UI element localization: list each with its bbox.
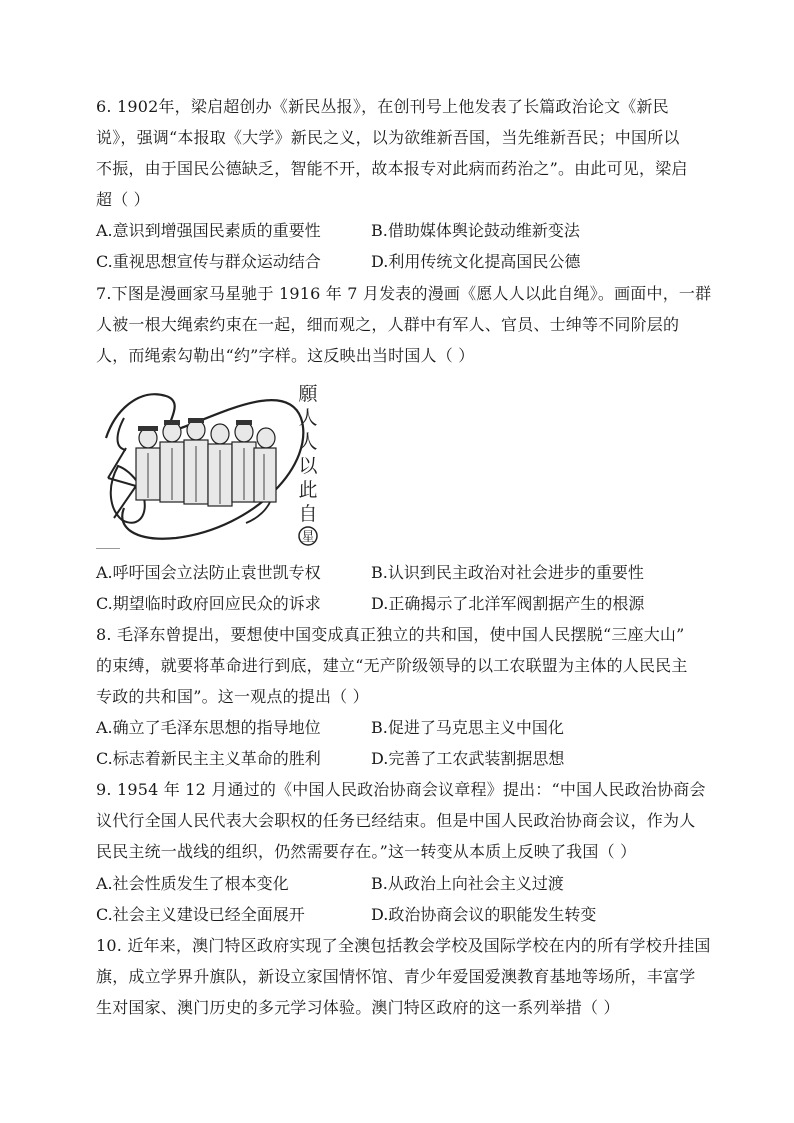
q10-line-2: 旗，成立学界升旗队，新设立家国情怀馆、青少年爱国爱澳教育基地等场所，丰富学 [96, 967, 696, 986]
q7-option-b[interactable]: B.认识到民主政治对社会进步的重要性 [371, 563, 644, 582]
cartoon-image [96, 378, 330, 550]
q8-option-c[interactable]: C.标志着新民主主义革命的胜利 [96, 749, 321, 768]
q10-line-1: 10. 近年来，澳门特区政府实现了全澳包括教会学校及国际学校在内的所有学校升挂国 [96, 936, 711, 955]
q8-option-b[interactable]: B.促进了马克思主义中国化 [371, 718, 564, 737]
q6-option-c[interactable]: C.重视思想宣传与群众运动结合 [96, 252, 321, 271]
q8-option-a[interactable]: A.确立了毛泽东思想的指导地位 [96, 718, 321, 737]
q9-line-1: 9. 1954 年 12 月通过的《中国人民政治协商会议章程》提出：“中国人民政治协商会 [96, 780, 706, 799]
q8-line-1: 8. 毛泽东曾提出，要想使中国变成真正独立的共和国，使中国人民摆脱“三座大山” [96, 625, 685, 644]
q6-line-2: 说》，强调“本报取《大学》新民之义，以为欲维新吾国，当先维新吾民；中国所以 [96, 128, 680, 147]
q8-option-d[interactable]: D.完善了工农武装割据思想 [371, 749, 565, 768]
cartoon-caption-char: 此 [298, 479, 318, 501]
q9-option-a[interactable]: A.社会性质发生了根本变化 [96, 874, 289, 893]
cartoon-signature: 星 [301, 530, 315, 545]
q6-option-d[interactable]: D.利用传统文化提高国民公德 [371, 252, 581, 271]
q6-line-4: 超（ ） [96, 190, 150, 209]
q6-option-a[interactable]: A.意识到增强国民素质的重要性 [96, 221, 321, 240]
q8-line-3: 专政的共和国”。这一观点的提出（ ） [96, 687, 369, 706]
q9-option-c[interactable]: C.社会主义建设已经全面展开 [96, 905, 305, 924]
cartoon-caption [298, 383, 318, 525]
q10-line-3: 生对国家、澳门历史的多元学习体验。澳门特区政府的这一系列举措（ ） [96, 998, 620, 1017]
cartoon-caption-char: 人 [298, 431, 318, 453]
cartoon-caption-char: 以 [298, 455, 318, 477]
q7-option-a[interactable]: A.呼吁国会立法防止袁世凯专权 [96, 563, 321, 582]
q6-option-b[interactable]: B.借助媒体舆论鼓动维新变法 [371, 221, 580, 240]
q9-option-d[interactable]: D.政治协商会议的职能发生转变 [371, 905, 597, 924]
q7-option-d[interactable]: D.正确揭示了北洋军阀割据产生的根源 [371, 594, 645, 613]
cartoon-caption-char: 願 [298, 383, 318, 405]
q7-line-1: 7.下图是漫画家马星驰于 1916 年 7 月发表的漫画《愿人人以此自绳》。画面中，一群 [96, 284, 712, 303]
q9-line-3: 民民主统一战线的组织，仍然需要存在。”这一转变从本质上反映了我国（ ） [96, 842, 637, 861]
q6-line-1: 6. 1902年，梁启超创办《新民丛报》，在创刊号上他发表了长篇政治论文《新民 [96, 97, 669, 116]
cartoon-caption-char: 人 [298, 407, 318, 429]
q6-line-3: 不振，由于国民公德缺乏，智能不开，故本报专对此病而药治之”。由此可见，梁启 [96, 159, 688, 178]
cartoon-caption-char: 自 [298, 503, 318, 525]
q7-line-3: 人，而绳索勾勒出“约”字样。这反映出当时国人（ ） [96, 346, 475, 365]
image-underline [96, 548, 120, 549]
q9-line-2: 议代行全国人民代表大会职权的任务已经结束。但是中国人民政治协商会议，作为人 [96, 811, 696, 830]
q7-option-c[interactable]: C.期望临时政府回应民众的诉求 [96, 594, 321, 613]
q8-line-2: 的束缚，就要将革命进行到底，建立“无产阶级领导的以工农联盟为主体的人民民主 [96, 656, 688, 675]
q9-option-b[interactable]: B.从政治上向社会主义过渡 [371, 874, 564, 893]
q7-line-2: 人被一根大绳索约束在一起，细而观之，人群中有军人、官员、士绅等不同阶层的 [96, 315, 680, 334]
